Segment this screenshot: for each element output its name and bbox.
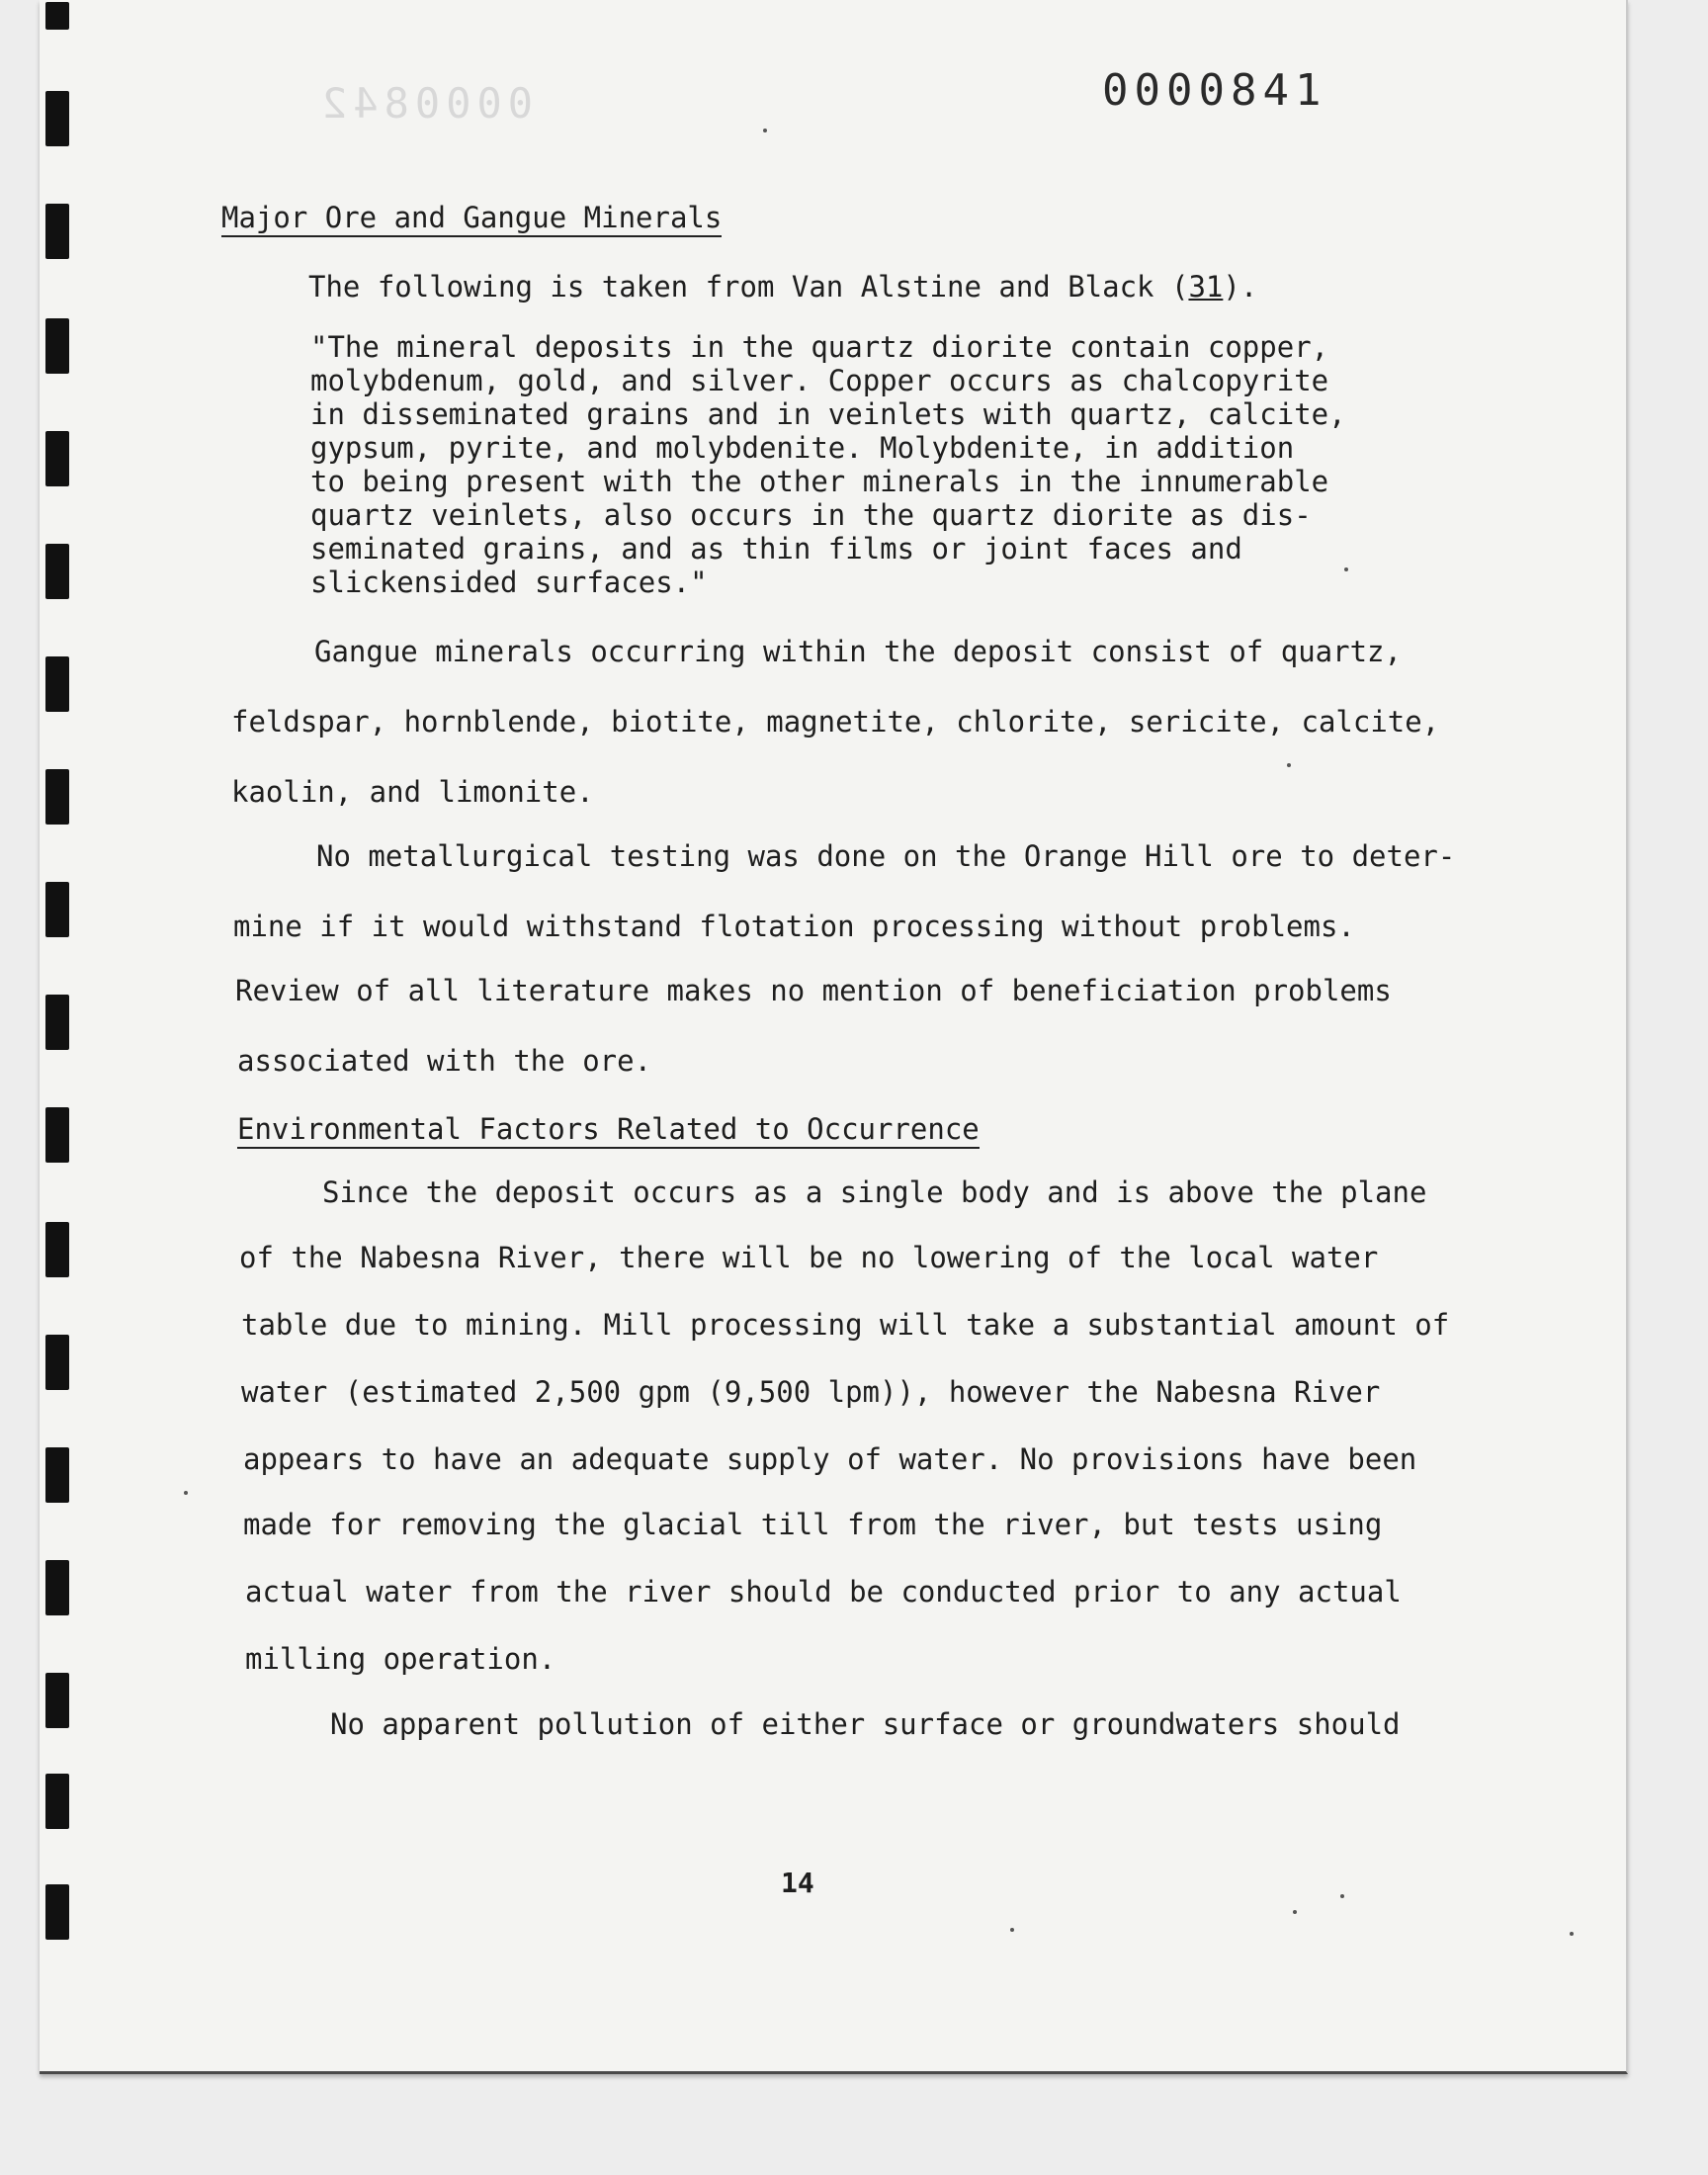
paragraph-line: No apparent pollution of either surface or groundwaters should: [330, 1707, 1401, 1741]
paragraph-line: Since the deposit occurs as a single body and is above the plane: [322, 1175, 1427, 1209]
paragraph-line: table due to mining. Mill processing will take a substantial amount of: [241, 1308, 1450, 1342]
binding-hole: [45, 544, 69, 599]
paragraph-line: Review of all literature makes no mention of beneficiation problems: [235, 974, 1392, 1007]
intro-line: The following is taken from Van Alstine and Black (31).: [308, 270, 1258, 304]
binding-hole: [45, 995, 69, 1050]
paragraph-line: milling operation.: [245, 1642, 556, 1676]
scan-speck: [763, 129, 767, 132]
scan-speck: [1570, 1932, 1574, 1936]
binding-hole: [45, 2, 69, 30]
quote-line: in disseminated grains and in veinlets with quartz, calcite,: [310, 397, 1346, 431]
binding-hole: [45, 882, 69, 937]
quote-line: to being present with the other minerals in the innumerable: [310, 465, 1329, 498]
paragraph-line: water (estimated 2,500 gpm (9,500 lpm)), however the Nabesna River: [241, 1375, 1381, 1409]
paragraph-line: kaolin, and limonite.: [231, 775, 594, 809]
binding-hole: [45, 1884, 69, 1940]
binding-hole: [45, 1222, 69, 1277]
binding-hole: [45, 1673, 69, 1728]
document-number: 0000841: [1102, 65, 1327, 116]
section-heading-ore-minerals: Major Ore and Gangue Minerals: [221, 201, 722, 237]
quote-line: quartz veinlets, also occurs in the quartz diorite as dis-: [310, 498, 1312, 532]
binding-hole: [45, 1560, 69, 1615]
paragraph-line: of the Nabesna River, there will be no lowering of the local water: [239, 1241, 1379, 1274]
binding-hole: [45, 1447, 69, 1503]
binding-hole: [45, 204, 69, 259]
paragraph-line: associated with the ore.: [237, 1044, 652, 1078]
reference-number: 31: [1188, 270, 1224, 304]
page-number: 14: [781, 1867, 814, 1899]
quote-line: "The mineral deposits in the quartz diorite contain copper,: [310, 330, 1329, 364]
scan-speck: [1293, 1910, 1297, 1914]
quote-line: seminated grains, and as thin films or joint faces and: [310, 532, 1242, 566]
paragraph-line: mine if it would withstand flotation processing without problems.: [233, 910, 1355, 943]
binding-hole: [45, 1107, 69, 1163]
binding-hole: [45, 91, 69, 146]
scan-speck: [1010, 1928, 1014, 1932]
binding-hole: [45, 318, 69, 374]
scan-speck: [1287, 763, 1291, 767]
section-heading-environmental-factors: Environmental Factors Related to Occurrence: [237, 1112, 980, 1149]
quote-line: gypsum, pyrite, and molybdenite. Molybdenite, in addition: [310, 431, 1295, 465]
scan-speck: [1340, 1894, 1344, 1898]
document-page: [40, 0, 1628, 2074]
binding-holes: [0, 0, 40, 2175]
bleed-through-number: 0000842: [316, 79, 534, 128]
paragraph-line: made for removing the glacial till from the river, but tests using: [243, 1508, 1383, 1541]
binding-hole: [45, 656, 69, 712]
paragraph-line: feldspar, hornblende, biotite, magnetite, chlorite, sericite, calcite,: [231, 705, 1440, 739]
scan-speck: [1344, 567, 1348, 571]
scan-speck: [184, 1491, 188, 1495]
binding-hole: [45, 1335, 69, 1390]
quote-line: molybdenum, gold, and silver. Copper occurs as chalcopyrite: [310, 364, 1329, 397]
paragraph-line: Gangue minerals occurring within the deposit consist of quartz,: [314, 635, 1402, 668]
paragraph-line: actual water from the river should be conducted prior to any actual: [245, 1575, 1402, 1609]
binding-hole: [45, 769, 69, 825]
paragraph-line: No metallurgical testing was done on the Orange Hill ore to deter-: [316, 839, 1456, 873]
binding-hole: [45, 1774, 69, 1829]
quote-line: slickensided surfaces.": [310, 566, 708, 599]
paragraph-line: appears to have an adequate supply of water. No provisions have been: [243, 1442, 1417, 1476]
binding-hole: [45, 431, 69, 486]
